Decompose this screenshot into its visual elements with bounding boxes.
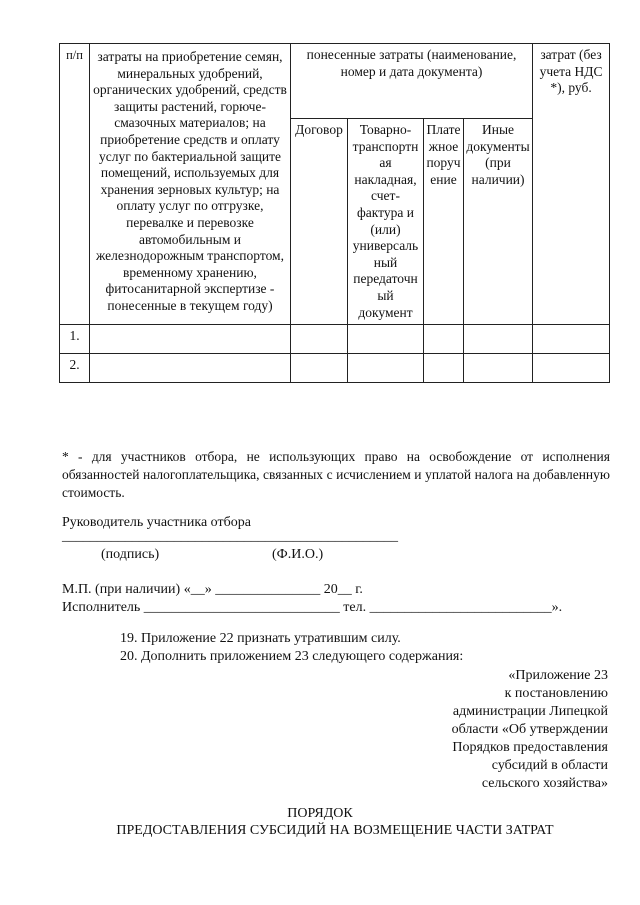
table-cell (291, 354, 348, 383)
table-cell (533, 325, 610, 354)
order-subtitle: ПРЕДОСТАВЛЕНИЯ СУБСИДИЙ НА ВОЗМЕЩЕНИЕ ЧАСТИ ЗАТРАТ (116, 823, 554, 838)
subheader-payment-order: Платежное поручение (424, 119, 464, 325)
appendix-line: «Приложение 23 (508, 668, 608, 683)
appendix-line: к постановлению (504, 686, 608, 701)
appendix-heading (452, 667, 608, 793)
sign-label: (подпись) (101, 547, 160, 562)
subheader-waybill: Товарно-транспортная накладная, счет-фактура и (или) универсальный передаточный документ (348, 119, 424, 325)
header-documents: понесенные затраты (наименование, номер и дата документа) (291, 44, 533, 119)
table-header-row (60, 44, 610, 119)
appendix-line: сельского хозяйства» (481, 776, 608, 791)
item-19: 19. Приложение 22 признать утратившим силу. (120, 631, 401, 646)
table-cell (464, 325, 533, 354)
header-amount: затрат (без учета НДС *), руб. (533, 44, 610, 325)
item-20: 20. Дополнить приложением 23 следующего содержания: (120, 649, 464, 664)
order-title: ПОРЯДОК (287, 806, 353, 821)
appendix-line: Порядков предоставления (452, 740, 608, 755)
table-cell (348, 354, 424, 383)
appendix-line: администрации Липецкой (452, 704, 608, 719)
table-row (60, 354, 610, 383)
header-number: п/п (60, 44, 90, 325)
table-cell (90, 354, 291, 383)
fio-label: (Ф.И.О.) (272, 547, 324, 562)
table-cell (90, 325, 291, 354)
appendix-line: области «Об утверждении (451, 722, 608, 737)
costs-table (59, 43, 610, 383)
signature-line: ________________________________________________ (62, 529, 398, 544)
row-number: 2. (60, 354, 90, 383)
executor-line: Исполнитель ____________________________ тел. __________________________». (62, 600, 563, 615)
table-cell (291, 325, 348, 354)
table-cell (533, 354, 610, 383)
table-cell (424, 354, 464, 383)
table-cell (424, 325, 464, 354)
row-number: 1. (60, 325, 90, 354)
appendix-line: субсидий в области (491, 758, 608, 773)
table-cell (348, 325, 424, 354)
header-cost-type: затраты на приобретение семян, минеральных удобрений, органических удобрений, средств защиты растений, горюче-смазочных материалов; на приобретение средств и оплату услуг по бактериальной защите помещений, используемых для хранения зерновых культур; на оплату услуг по отгрузке, перевалке и перевозке автомобильным и железнодорожным транспортом, временному хранению, фитосанитарной экспертизе - понесенные в текущем году) (90, 44, 291, 325)
table-row (60, 325, 610, 354)
stamp-date-line: М.П. (при наличии) «__» _______________ 20__ г. (62, 582, 363, 597)
subheader-contract: Договор (291, 119, 348, 325)
table-cell (464, 354, 533, 383)
head-label: Руководитель участника отбора (62, 515, 251, 530)
vat-footnote: * - для участников отбора, не использующих право на освобождение от исполнения обязанностей налогоплательщика, связанных с исчислением и уплатой налога на добавленную стоимость. (62, 449, 610, 500)
subheader-other-docs: Иные документы (при наличии) (464, 119, 533, 325)
